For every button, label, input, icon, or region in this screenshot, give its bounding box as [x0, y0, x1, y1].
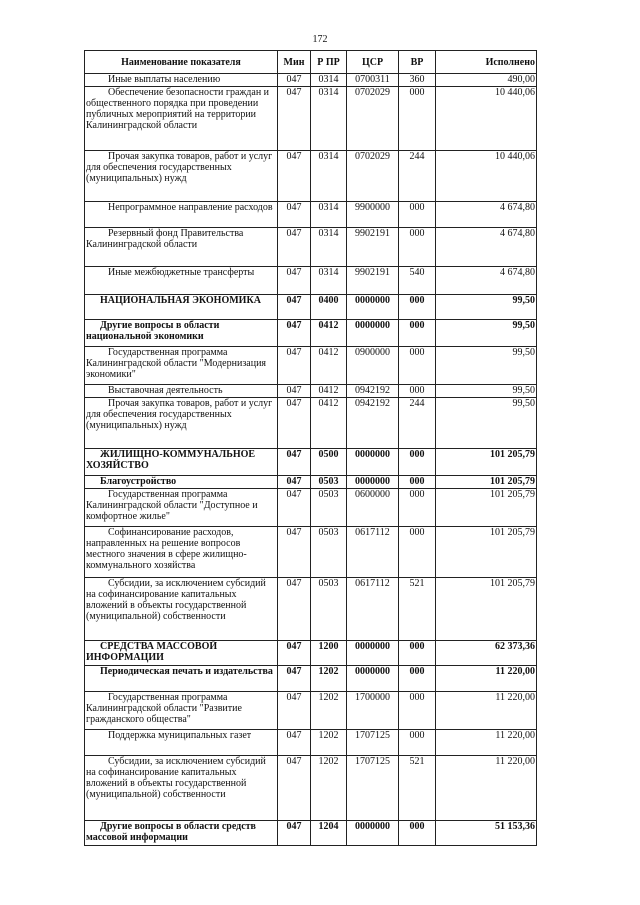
row-rpr: 0503 — [311, 489, 347, 527]
row-min: 047 — [278, 641, 311, 666]
row-min: 047 — [278, 267, 311, 295]
row-rpr: 0412 — [311, 320, 347, 347]
row-name: Прочая закупка товаров, работ и услуг для обеспечения государственных (муниципальных) нужд — [85, 398, 278, 449]
row-name: Прочая закупка товаров, работ и услуг для обеспечения государственных (муниципальных) нужд — [85, 151, 278, 202]
row-vr: 360 — [399, 74, 436, 87]
row-amount: 99,50 — [436, 385, 537, 398]
row-rpr: 0500 — [311, 449, 347, 476]
row-name: СРЕДСТВА МАССОВОЙ ИНФОРМАЦИИ — [85, 641, 278, 666]
row-csr: 0942192 — [347, 385, 399, 398]
row-csr: 0000000 — [347, 821, 399, 846]
row-csr: 0000000 — [347, 320, 399, 347]
row-vr: 000 — [399, 202, 436, 228]
row-csr: 0600000 — [347, 489, 399, 527]
row-csr: 0000000 — [347, 295, 399, 320]
table-row — [85, 449, 537, 476]
row-name: Другие вопросы в области национальной экономики — [85, 320, 278, 347]
row-min: 047 — [278, 666, 311, 692]
row-min: 047 — [278, 398, 311, 449]
row-vr: 000 — [399, 87, 436, 151]
table-row — [85, 578, 537, 641]
row-min: 047 — [278, 756, 311, 821]
column-header-csr: ЦСР — [347, 51, 399, 74]
row-vr: 000 — [399, 666, 436, 692]
row-vr: 000 — [399, 228, 436, 267]
row-amount: 490,00 — [436, 74, 537, 87]
row-csr: 0617112 — [347, 527, 399, 578]
row-csr: 9900000 — [347, 202, 399, 228]
row-vr: 000 — [399, 449, 436, 476]
column-header-rpr: Р ПР — [311, 51, 347, 74]
row-csr: 0702029 — [347, 151, 399, 202]
row-vr: 244 — [399, 398, 436, 449]
row-rpr: 1204 — [311, 821, 347, 846]
row-amount: 4 674,80 — [436, 267, 537, 295]
row-min: 047 — [278, 578, 311, 641]
row-amount: 11 220,00 — [436, 756, 537, 821]
table-row — [85, 692, 537, 730]
row-vr: 540 — [399, 267, 436, 295]
row-rpr: 0400 — [311, 295, 347, 320]
row-name: Субсидии, за исключением субсидий на софинансирование капитальных вложений в объекты государственной (муниципальной) собственности — [85, 578, 278, 641]
table-row — [85, 489, 537, 527]
row-min: 047 — [278, 692, 311, 730]
table-header-row — [85, 51, 537, 74]
table-row — [85, 821, 537, 846]
row-min: 047 — [278, 385, 311, 398]
row-rpr: 1202 — [311, 666, 347, 692]
row-vr: 000 — [399, 347, 436, 385]
row-amount: 101 205,79 — [436, 476, 537, 489]
table-row — [85, 295, 537, 320]
row-csr: 0000000 — [347, 476, 399, 489]
table-row — [85, 267, 537, 295]
row-amount: 11 220,00 — [436, 666, 537, 692]
row-rpr: 0314 — [311, 202, 347, 228]
row-min: 047 — [278, 476, 311, 489]
row-name: Иные выплаты населению — [85, 74, 278, 87]
row-rpr: 0503 — [311, 578, 347, 641]
row-amount: 99,50 — [436, 398, 537, 449]
table-row — [85, 756, 537, 821]
row-amount: 99,50 — [436, 347, 537, 385]
row-rpr: 1202 — [311, 756, 347, 821]
table-row — [85, 398, 537, 449]
row-name: НАЦИОНАЛЬНАЯ ЭКОНОМИКА — [85, 295, 278, 320]
row-name: ЖИЛИЩНО-КОММУНАЛЬНОЕ ХОЗЯЙСТВО — [85, 449, 278, 476]
row-vr: 000 — [399, 295, 436, 320]
row-amount: 4 674,80 — [436, 202, 537, 228]
row-amount: 99,50 — [436, 320, 537, 347]
row-rpr: 1202 — [311, 692, 347, 730]
row-min: 047 — [278, 87, 311, 151]
row-amount: 101 205,79 — [436, 489, 537, 527]
row-rpr: 1202 — [311, 730, 347, 756]
row-vr: 000 — [399, 692, 436, 730]
row-csr: 0617112 — [347, 578, 399, 641]
row-amount: 51 153,36 — [436, 821, 537, 846]
table-row — [85, 666, 537, 692]
row-min: 047 — [278, 74, 311, 87]
row-min: 047 — [278, 295, 311, 320]
column-header-min: Мин — [278, 51, 311, 74]
row-name: Субсидии, за исключением субсидий на софинансирование капитальных вложений в объекты государственной (муниципальной) собственности — [85, 756, 278, 821]
row-name: Резервный фонд Правительства Калининградской области — [85, 228, 278, 267]
row-csr: 0000000 — [347, 449, 399, 476]
row-rpr: 0314 — [311, 267, 347, 295]
row-name: Другие вопросы в области средств массовой информации — [85, 821, 278, 846]
row-rpr: 0314 — [311, 74, 347, 87]
table-row — [85, 228, 537, 267]
row-vr: 244 — [399, 151, 436, 202]
row-amount: 10 440,06 — [436, 151, 537, 202]
row-amount: 11 220,00 — [436, 730, 537, 756]
row-name: Государственная программа Калининградской области "Доступное и комфортное жилье" — [85, 489, 278, 527]
row-name: Иные межбюджетные трансферты — [85, 267, 278, 295]
row-vr: 521 — [399, 578, 436, 641]
table-row — [85, 74, 537, 87]
row-name: Непрограммное направление расходов — [85, 202, 278, 228]
row-csr: 1707125 — [347, 756, 399, 821]
row-csr: 0700311 — [347, 74, 399, 87]
row-min: 047 — [278, 151, 311, 202]
row-name: Поддержка муниципальных газет — [85, 730, 278, 756]
column-header-amount: Исполнено — [436, 51, 537, 74]
table-row — [85, 730, 537, 756]
row-amount: 99,50 — [436, 295, 537, 320]
row-rpr: 1200 — [311, 641, 347, 666]
row-vr: 000 — [399, 730, 436, 756]
row-vr: 000 — [399, 320, 436, 347]
row-amount: 62 373,36 — [436, 641, 537, 666]
row-vr: 000 — [399, 641, 436, 666]
row-min: 047 — [278, 347, 311, 385]
row-amount: 101 205,79 — [436, 449, 537, 476]
column-header-name: Наименование показателя — [85, 51, 278, 74]
table-row — [85, 320, 537, 347]
row-csr: 0000000 — [347, 641, 399, 666]
row-rpr: 0314 — [311, 87, 347, 151]
table-row — [85, 527, 537, 578]
row-vr: 000 — [399, 489, 436, 527]
column-header-vr: ВР — [399, 51, 436, 74]
row-csr: 1707125 — [347, 730, 399, 756]
row-min: 047 — [278, 730, 311, 756]
row-min: 047 — [278, 489, 311, 527]
table-row — [85, 385, 537, 398]
row-rpr: 0412 — [311, 398, 347, 449]
table-row — [85, 151, 537, 202]
row-rpr: 0412 — [311, 347, 347, 385]
row-rpr: 0314 — [311, 228, 347, 267]
row-vr: 000 — [399, 476, 436, 489]
row-name: Выставочная деятельность — [85, 385, 278, 398]
row-name: Софинансирование расходов, направленных на решение вопросов местного значения в сфере жилищно-коммунального хозяйства — [85, 527, 278, 578]
row-name: Обеспечение безопасности граждан и общественного порядка при проведении публичных мероприятий на территории Калининградской области — [85, 87, 278, 151]
page-number: 172 — [312, 34, 328, 45]
row-vr: 000 — [399, 821, 436, 846]
row-amount: 101 205,79 — [436, 578, 537, 641]
row-name: Благоустройство — [85, 476, 278, 489]
row-csr: 0900000 — [347, 347, 399, 385]
budget-table — [84, 50, 537, 846]
row-rpr: 0314 — [311, 151, 347, 202]
row-csr: 0702029 — [347, 87, 399, 151]
row-vr: 000 — [399, 527, 436, 578]
row-csr: 1700000 — [347, 692, 399, 730]
table-row — [85, 641, 537, 666]
table-row — [85, 87, 537, 151]
row-min: 047 — [278, 320, 311, 347]
row-amount: 11 220,00 — [436, 692, 537, 730]
row-amount: 10 440,06 — [436, 87, 537, 151]
row-min: 047 — [278, 449, 311, 476]
table-row — [85, 347, 537, 385]
row-min: 047 — [278, 202, 311, 228]
row-csr: 0000000 — [347, 666, 399, 692]
row-name: Государственная программа Калининградской области "Развитие гражданского общества" — [85, 692, 278, 730]
row-vr: 521 — [399, 756, 436, 821]
row-min: 047 — [278, 527, 311, 578]
row-min: 047 — [278, 821, 311, 846]
row-vr: 000 — [399, 385, 436, 398]
row-amount: 101 205,79 — [436, 527, 537, 578]
row-amount: 4 674,80 — [436, 228, 537, 267]
row-name: Периодическая печать и издательства — [85, 666, 278, 692]
row-name: Государственная программа Калининградской области "Модернизация экономики" — [85, 347, 278, 385]
row-rpr: 0503 — [311, 476, 347, 489]
row-rpr: 0412 — [311, 385, 347, 398]
row-csr: 9902191 — [347, 267, 399, 295]
row-csr: 0942192 — [347, 398, 399, 449]
table-row — [85, 476, 537, 489]
row-rpr: 0503 — [311, 527, 347, 578]
row-csr: 9902191 — [347, 228, 399, 267]
table-row — [85, 202, 537, 228]
row-min: 047 — [278, 228, 311, 267]
